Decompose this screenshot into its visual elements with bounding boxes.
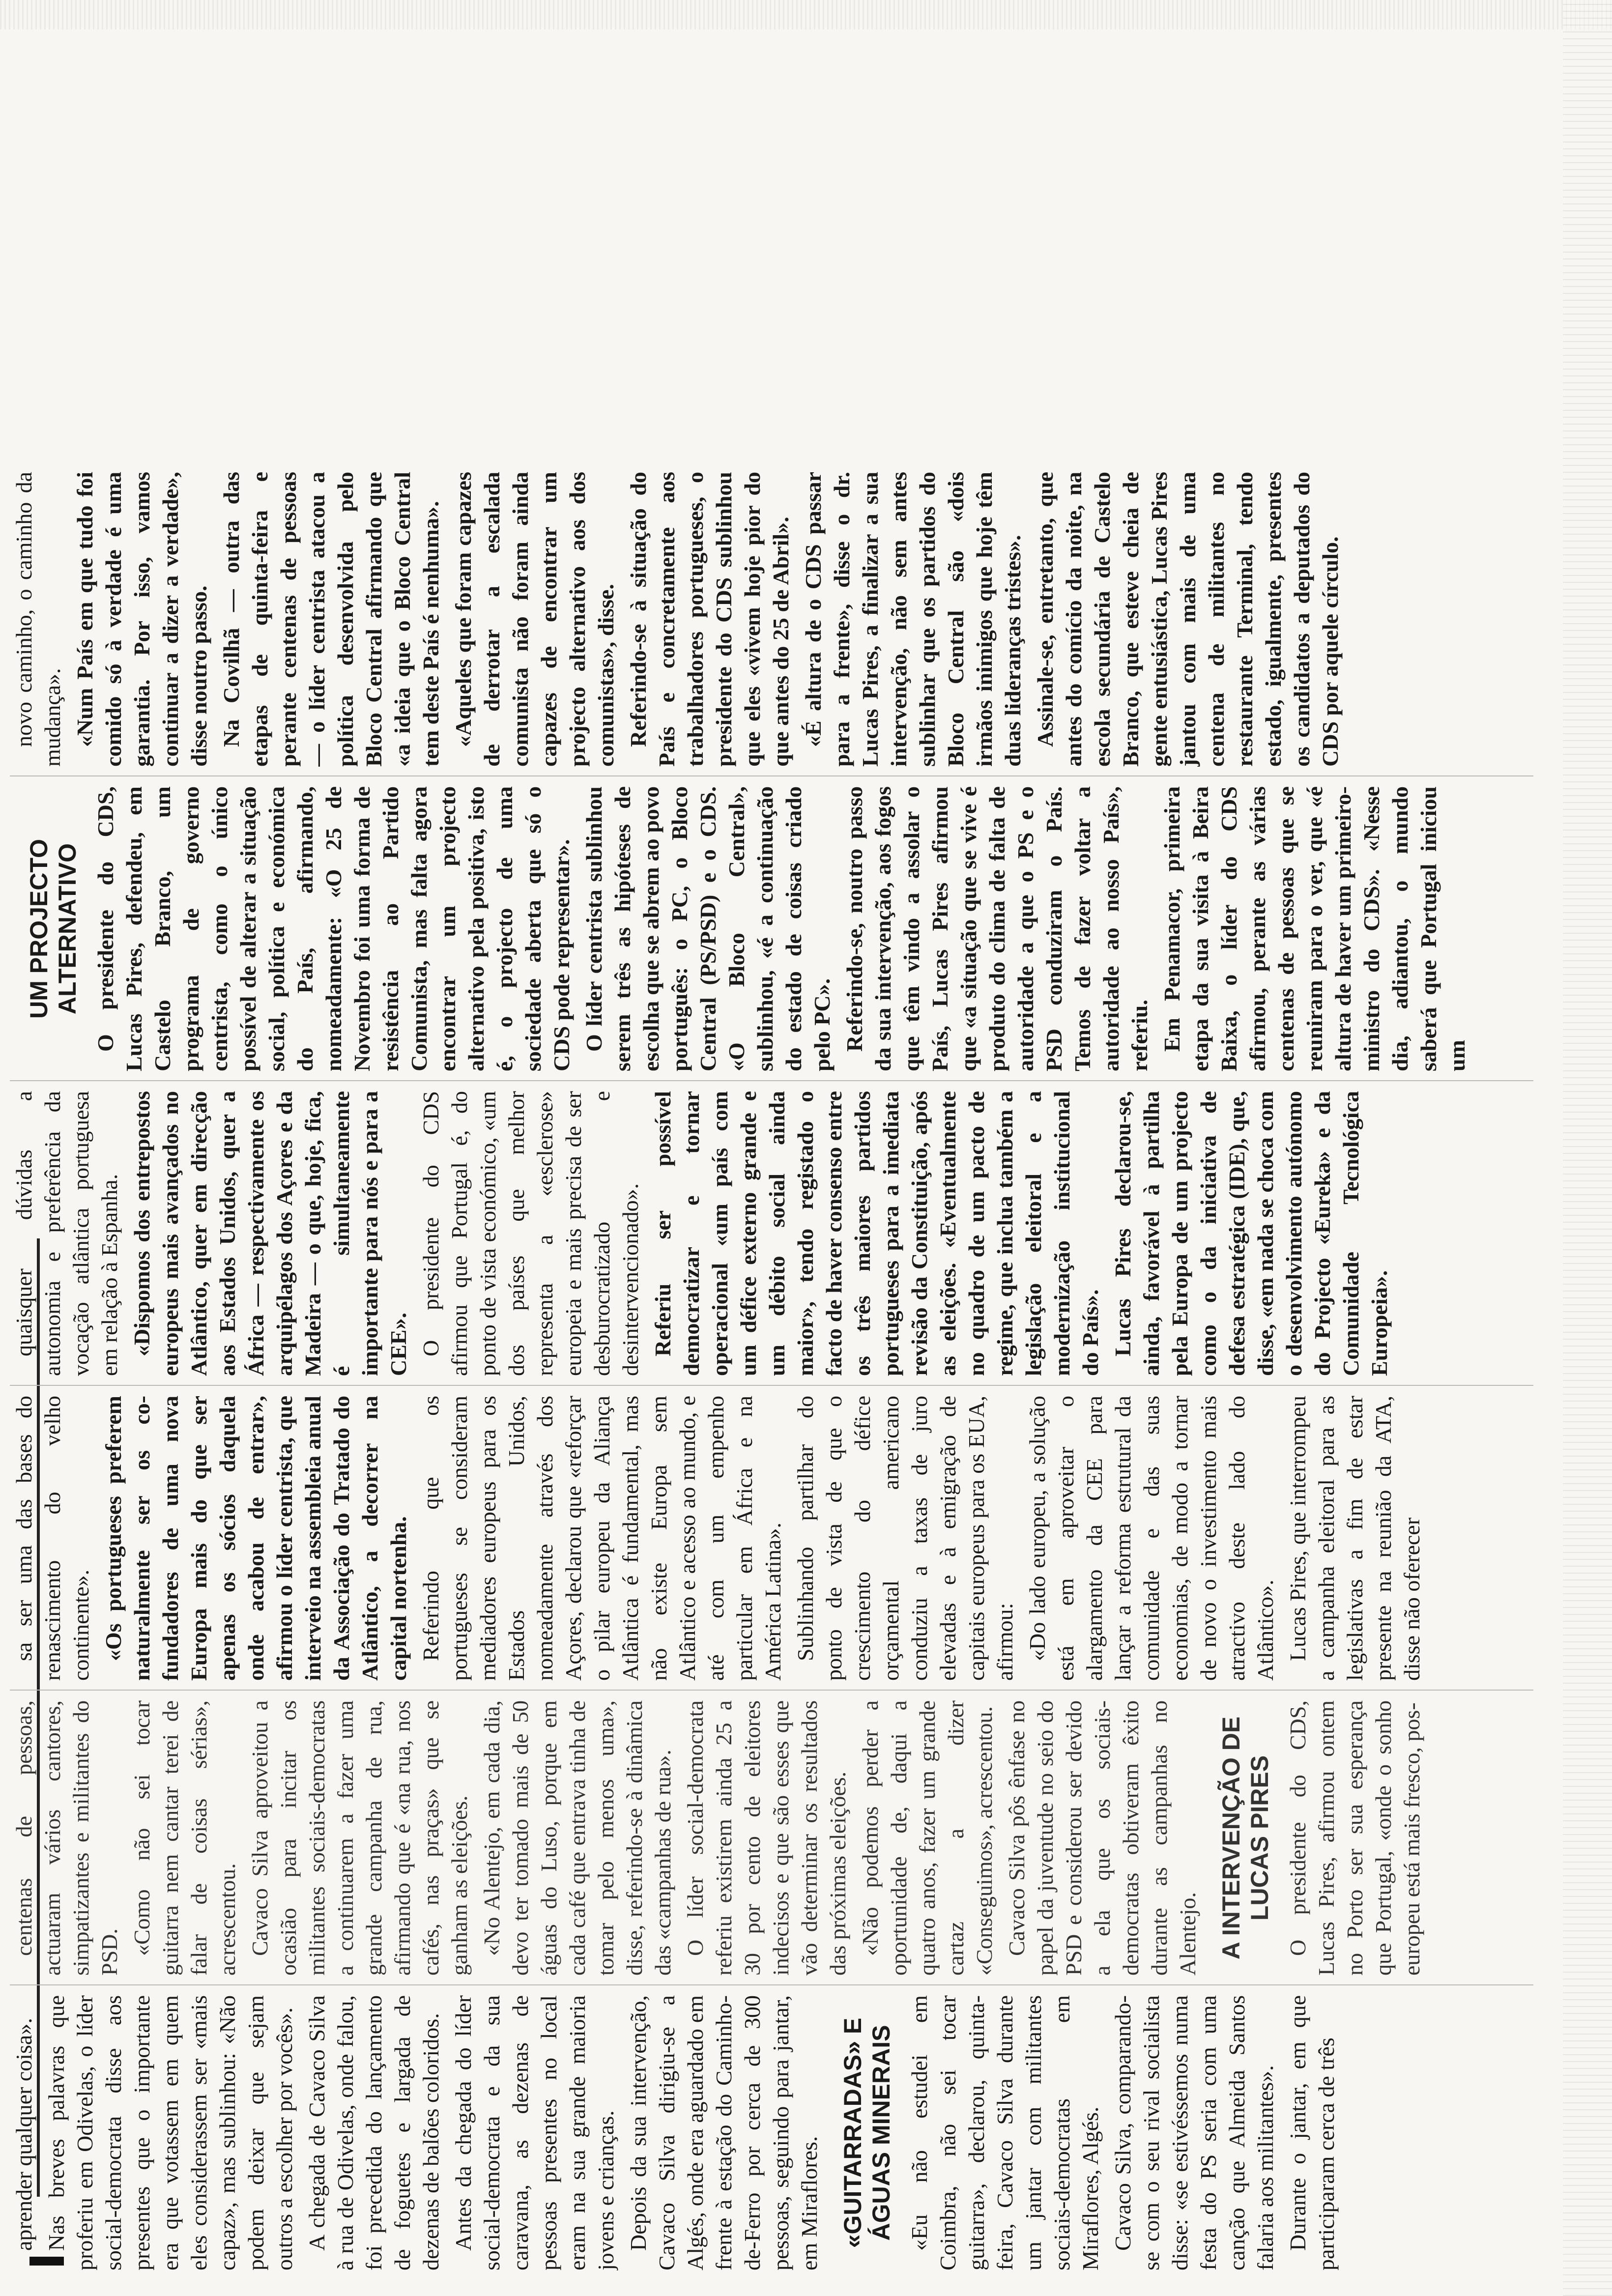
paragraph: Referindo-se à situação do País e concretamente aos trabalhadores portugueses, o presidente do CDS sublinhou que eles «vivem hoje pior do que antes do 25 de Abril». — [626, 472, 793, 767]
column-divider — [10, 775, 1533, 776]
paragraph: «É altura de o CDS passar para a frente», disse o dr. Lucas Pires, a finalizar a sua intervenção, não sem antes sublinhar que os partidos do Bloco Central são «dois irmãos inimigos que hoje têm duas lideranças tristes». — [801, 472, 1025, 767]
paragraph: Sublinhando partilhar do ponto de vista de que o crescimento do défice orçamental americano conduziu a taxas de juro elevadas e à emigração de capitais europeus para os EUA, afirmou: — [793, 1396, 1017, 1681]
paragraph: Nas breves palavras que proferiu em Odivelas, o líder social-democrata disse aos presentes que o importante era que votassem em quem eles considerassem ser «mais capaz», mas sublinhou: «Não podem deixar que sejam outros a escolher por vocês». — [44, 1995, 297, 2270]
section-heading: «GUITARRADAS» E ÁGUAS MINERAIS — [839, 2017, 895, 2248]
paragraph: centenas de pessoas, actuaram vários cantores, simpatizantes e militantes do PSD. — [11, 1700, 122, 1976]
section-heading: A INTERVENÇÃO DE LUCAS PIRES — [1217, 1716, 1273, 1960]
paragraph: «Aqueles que foram capazes de derrotar a escalada comunista não foram ainda capazes de encontrar um projecto alternativo aos dos comunistas», disse. — [451, 472, 618, 767]
scan-artifact-top — [0, 0, 1612, 29]
paragraph: aprender qualquer coisa». — [11, 2018, 36, 2251]
paragraph: Referindo-se, noutro passo da sua intervenção, aos fogos que têm vindo a assolar o País, Lucas Pires afirmou que «a situação que se vive é produto do clima de falta de autoridade a que o PS e o PSD conduziram o País. Temos de fazer voltar a autoridade ao nosso País», referiu. — [842, 786, 1152, 1071]
paragraph: Assinale-se, entretanto, que antes do comício da noite, na escola secundária de Castelo Branco, que esteve cheia de gente entusiástica, Lucas Pires jantou com mais de uma centena de militantes no restaurante Terminal, tendo estado, igualmente, presentes os candidatos a deputados do CDS por aquele círculo. — [1033, 472, 1343, 767]
paragraph: A chegada de Cavaco Silva à rua de Odivelas, onde falou, foi precedida do lançamento de foguetes e largada de dezenas de balões coloridos. — [304, 1995, 443, 2270]
paragraph: O presidente do CDS, Lucas Pires, afirmou ontem no Porto ser sua esperança que Portugal, «onde o sonho europeu está mais fresco, pos- — [1285, 1700, 1424, 1976]
column-divider — [10, 1690, 1533, 1691]
paragraph: «Os portugueses preferem naturalmente ser os co-fundadores de uma nova Europa mais do que ser apenas os sócios daquela onde acabou de entrar», afirmou o líder centrista, que interveio na assembleia anual da Associação do Tratado do Atlântico, a decorrer na capital nortenha. — [101, 1396, 411, 1681]
section-heading: UM PROJECTO ALTERNATIVO — [25, 839, 81, 1019]
paragraph: Lucas Pires, que interrompeu a campanha eleitoral para as legislativas a fim de estar presente na reunião da ATA, disse não oferecer — [1285, 1396, 1424, 1681]
text-column-6 — [10, 472, 1533, 767]
text-column-5 — [10, 786, 1533, 1071]
paragraph: «No Alentejo, em cada dia, devo ter tomado mais de 50 águas do Luso, porque em cada café que entrava tinha de tomar pelo menos uma», disse, referindo-se à dinâmica das «campanhas de rua». — [479, 1700, 675, 1976]
paragraph: «Do lado europeu, a solução está em aproveitar o alargamento da CEE para lançar a reforma estrutural da comunidade e das suas economias, de modo a tornar de novo o investimento mais atractivo deste lado do Atlântico». — [1025, 1396, 1278, 1681]
paragraph: Na Covilhã — outra das etapas de quinta-feira e perante centenas de pessoas — o líder centrista atacou a política desenvolvida pelo Bloco Central afirmando que «a ideia que o Bloco Central tem deste País é nenhuma». — [219, 472, 443, 767]
scan-artifact-right — [1563, 0, 1612, 2296]
paragraph: Cavaco Silva pôs ênfase no papel da juventude no seio do PSD e considerou ser devido a ela que os sociais-democratas obtiveram êxito durante as campanhas no Alentejo. — [1004, 1700, 1200, 1976]
column-divider — [10, 1080, 1533, 1081]
column-divider — [10, 1984, 1533, 1985]
column-divider — [10, 1385, 1533, 1386]
paragraph: «Como não sei tocar guitarra nem cantar terei de falar de coisas sérias», acrescentou. — [129, 1700, 240, 1976]
paragraph: O presidente do CDS, Lucas Pires, defendeu, em Castelo Branco, um programa de governo centrista, como o único possível de alterar a situação social, política e económica do País, afirmando, nomeadamente: «O 25 de Novembro foi uma forma de resistência ao Partido Comunista, mas falta agora encontrar um projecto alternativo pela positiva, isto é, o projecto de uma sociedade aberta que só o CDS pode representar». — [93, 786, 574, 1071]
paragraph-marker — [29, 2257, 64, 2266]
paragraph: Cavaco Silva, comparando-se com o seu rival socialista disse: «se estivéssemos numa festa do PS seria com uma canção que Almeida Santos falaria aos militantes». — [1110, 1995, 1278, 2270]
paragraph: O líder centrista sublinhou serem três as hipóteses de escolha que se abrem ao povo português: o PC, o Bloco Central (PS/PSD) e o CDS. «O Bloco Central», sublinhou, «é a continuação do estado de coisas criado pelo PC». — [581, 786, 835, 1071]
paragraph: «Eu não estudei em Coimbra, não sei tocar guitarra», declarou, quinta-feira, Cavaco Silva durante um jantar com militantes sociais-democratas em Miraflores, Algés. — [907, 1995, 1103, 2270]
paragraph: Referiu ser possível democratizar e tornar operacional «um país com um défice externo grande e um débito social ainda maior», tendo registado o facto de haver consenso entre os três maiores partidos portugueses para a imediata revisão da Constituição, após as eleições. «Eventualmente no quadro de um pacto de regime, que inclua também a legislação eleitoral e a modernização institucional do País». — [650, 1091, 1103, 1376]
newspaper-article — [10, 29, 1533, 2270]
paragraph: Depois da sua intervenção, Cavaco Silva dirigiu-se a Algés, onde era aguardado em frente à estação do Caminho-de-Ferro por cerca de 300 pessoas, seguindo para jantar, em Miraflores. — [626, 1995, 822, 2270]
paragraph: quaisquer dúvidas a autonomia e preferência da vocação atlântica portuguesa em relação à Espanha. — [11, 1091, 122, 1376]
text-column-2 — [10, 1700, 1533, 1976]
paragraph: novo caminho, o caminho da mudança». — [11, 472, 65, 767]
paragraph: O presidente do CDS afirmou que Portugal é, do ponto de vista económico, «um dos países que melhor representa a «esclerose» europeia e mais precisa de ser desburocratizado e desintervencionado». — [418, 1091, 643, 1376]
paragraph: Lucas Pires declarou-se, ainda, favorável à partilha pela Europa de um projecto como o da iniciativa de defesa estratégica (IDE), que, disse, «em nada se choca com o desenvolvimento autónomo do Projecto «Eureka» e da Comunidade Tecnológica Europeia». — [1110, 1091, 1392, 1376]
paragraph: Referindo que os portugueses se consideram mediadores europeus para os Estados Unidos, nomeadamente através dos Açores, declarou que «reforçar o pilar europeu da Aliança Atlântica é fundamental, mas não existe Europa sem Atlântico e acesso ao mundo, e até com um empenho particular em África e na América Latina». — [418, 1396, 785, 1681]
paragraph: Durante o jantar, em que participaram cerca de três — [1285, 1995, 1339, 2270]
paragraph: «Dispomos dos entrepostos europeus mais avançados no Atlântico, quer em direcção aos Estados Unidos, quer a África — respectivamente os arquipélagos dos Açores e da Madeira — o que, hoje, fica, é simultaneamente importante para nós e para a CEE». — [129, 1091, 411, 1376]
paragraph: O líder social-democrata referiu existirem ainda 25 a 30 por cento de eleitores indecisos e que são esses que vão determinar os resultados das próximas eleições. — [683, 1700, 850, 1976]
paragraph: «Num País em que tudo foi comido só à verdade é uma garantia. Por isso, vamos continuar a dizer a verdade», disse noutro passo. — [72, 472, 211, 767]
paragraph: sa ser uma das bases do renascimento do velho continente». — [11, 1396, 93, 1681]
text-column-3 — [10, 1396, 1533, 1681]
paragraph: Em Penamacor, primeira etapa da sua visita à Beira Baixa, o líder do CDS afirmou, perante as várias centenas de pessoas que se reuniram para o ver, que «é altura de haver um primeiro-ministro do CDS». «Nesse dia, adiantou, o mundo saberá que Portugal iniciou um — [1159, 786, 1469, 1071]
text-column-1 — [10, 1995, 1533, 2270]
text-column-4 — [10, 1091, 1533, 1376]
paragraph: Cavaco Silva aproveitou a ocasião para incitar os militantes sociais-democratas a continuarem a fazer uma grande campanha de rua, afirmando que é «na rua, nos cafés, nas praças» que se ganham as eleições. — [247, 1700, 472, 1976]
paragraph: «Não podemos perder a oportunidade de, daqui a quatro anos, fazer um grande cartaz a dizer «Conseguimos», acrescentou. — [858, 1700, 997, 1976]
paragraph: Antes da chegada do líder social-democrata e da sua caravana, as dezenas de pessoas presentes no local eram na sua grande maioria jovens e crianças. — [451, 1995, 618, 2270]
